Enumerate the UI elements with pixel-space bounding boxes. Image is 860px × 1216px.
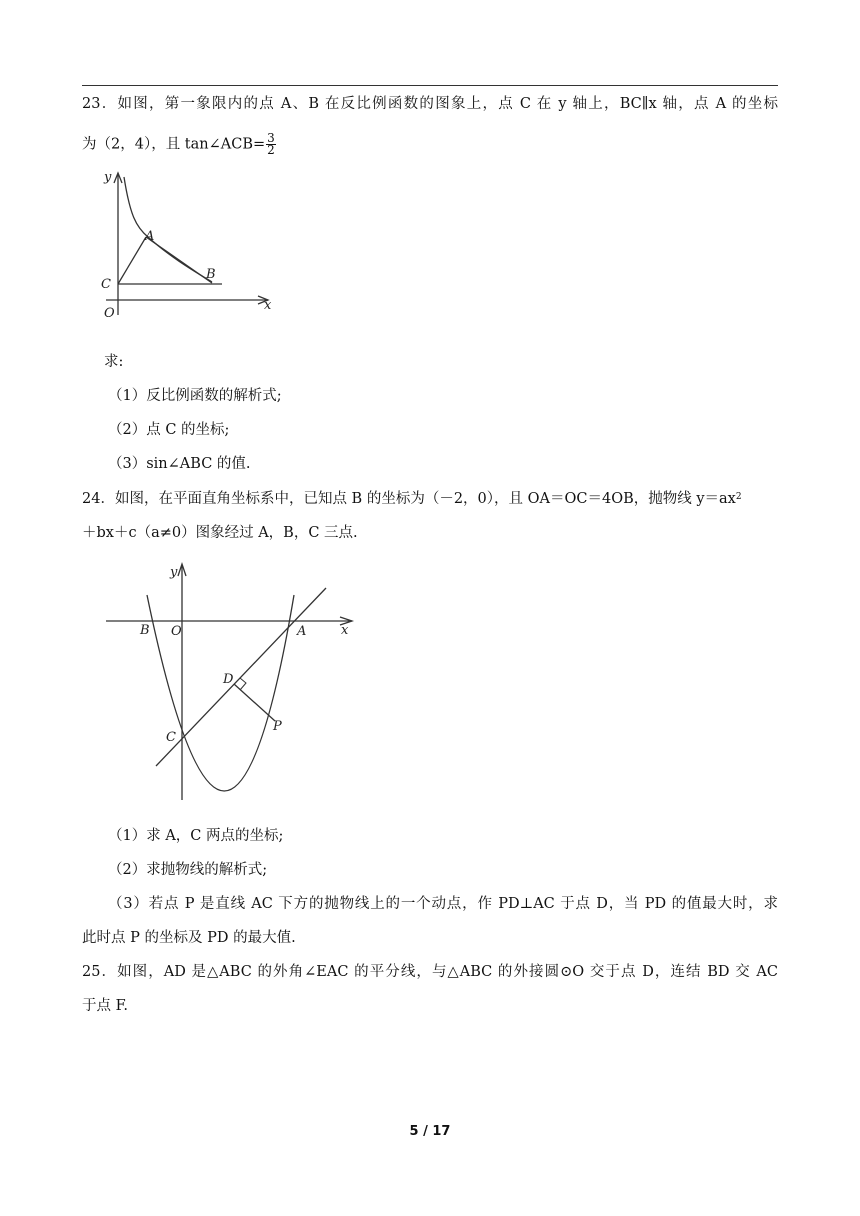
q23-figure [92, 165, 282, 345]
q23-segment-ab [146, 237, 212, 283]
page-number: 5 / 17 [409, 1124, 451, 1139]
q23-label-a: A [145, 229, 155, 244]
q23-label-y: y [104, 170, 112, 185]
q24-label-o: O [171, 624, 182, 639]
q23-stem-line2 [82, 133, 778, 156]
q24-stem-line2: ＋bx＋c（a≠0）图象经过 A，B，C 三点. [82, 525, 358, 541]
q24-item-3-line1: （3）若点 P 是直线 AC 下方的抛物线上的一个动点，作 PD⊥AC 于点 D，当 PD 的值最大时，求 [108, 896, 778, 912]
q23-ask: 求: [104, 354, 124, 370]
q24-parabola [147, 595, 294, 791]
q23-stem-line2-text: 为（2，4），且 tan∠ACB= [82, 136, 266, 153]
q23-stem-line1: 23．如图，第一象限内的点 A、B 在反比例函数的图象上，点 C 在 y 轴上，BC∥x 轴，点 A 的坐标 [82, 96, 778, 112]
q23-item-3: （3）sin∠ABC 的值. [108, 456, 251, 472]
q24-item-1: （1）求 A，C 两点的坐标; [108, 828, 284, 844]
q24-label-y: y [170, 565, 178, 580]
q24-superscript: 2 [735, 492, 742, 502]
q24-figure [100, 560, 362, 810]
q23-label-c: C [101, 277, 111, 292]
q24-label-b: B [140, 623, 150, 638]
q24-item-2: （2）求抛物线的解析式; [108, 862, 268, 878]
q23-label-b: B [206, 267, 216, 282]
q23-tan-fraction [266, 133, 276, 156]
q23-hyperbola [124, 177, 212, 282]
q23-frac-numerator: 3 [267, 131, 275, 145]
q24-label-p: P [273, 719, 282, 734]
q24-item-3-line2: 此时点 P 的坐标及 PD 的最大值. [82, 930, 296, 946]
q24-label-c: C [166, 730, 176, 745]
header-rule [82, 85, 778, 86]
q24-label-d: D [223, 672, 234, 687]
q23-frac-denominator: 2 [267, 143, 275, 157]
q25-stem-line1: 25．如图，AD 是△ABC 的外角∠EAC 的平分线，与△ABC 的外接圆⊙O 交于点 D，连结 BD 交 AC [82, 964, 778, 980]
q23-segment-ca [118, 237, 146, 284]
q24-label-x: x [341, 623, 349, 638]
q24-stem-line1-text: 24．如图，在平面直角坐标系中，已知点 B 的坐标为（－2，0），且 OA＝OC＝4OB，抛物线 y＝ax [82, 491, 736, 507]
q24-label-a: A [297, 624, 307, 639]
q24-right-angle-mark [240, 678, 246, 690]
q23-label-o: O [104, 306, 115, 321]
q23-item-1: （1）反比例函数的解析式; [108, 388, 282, 404]
q24-stem-line1 [82, 489, 778, 509]
q23-label-x: x [264, 298, 272, 313]
q25-stem-line2: 于点 F. [82, 998, 129, 1014]
q23-item-2: （2）点 C 的坐标; [108, 422, 230, 438]
